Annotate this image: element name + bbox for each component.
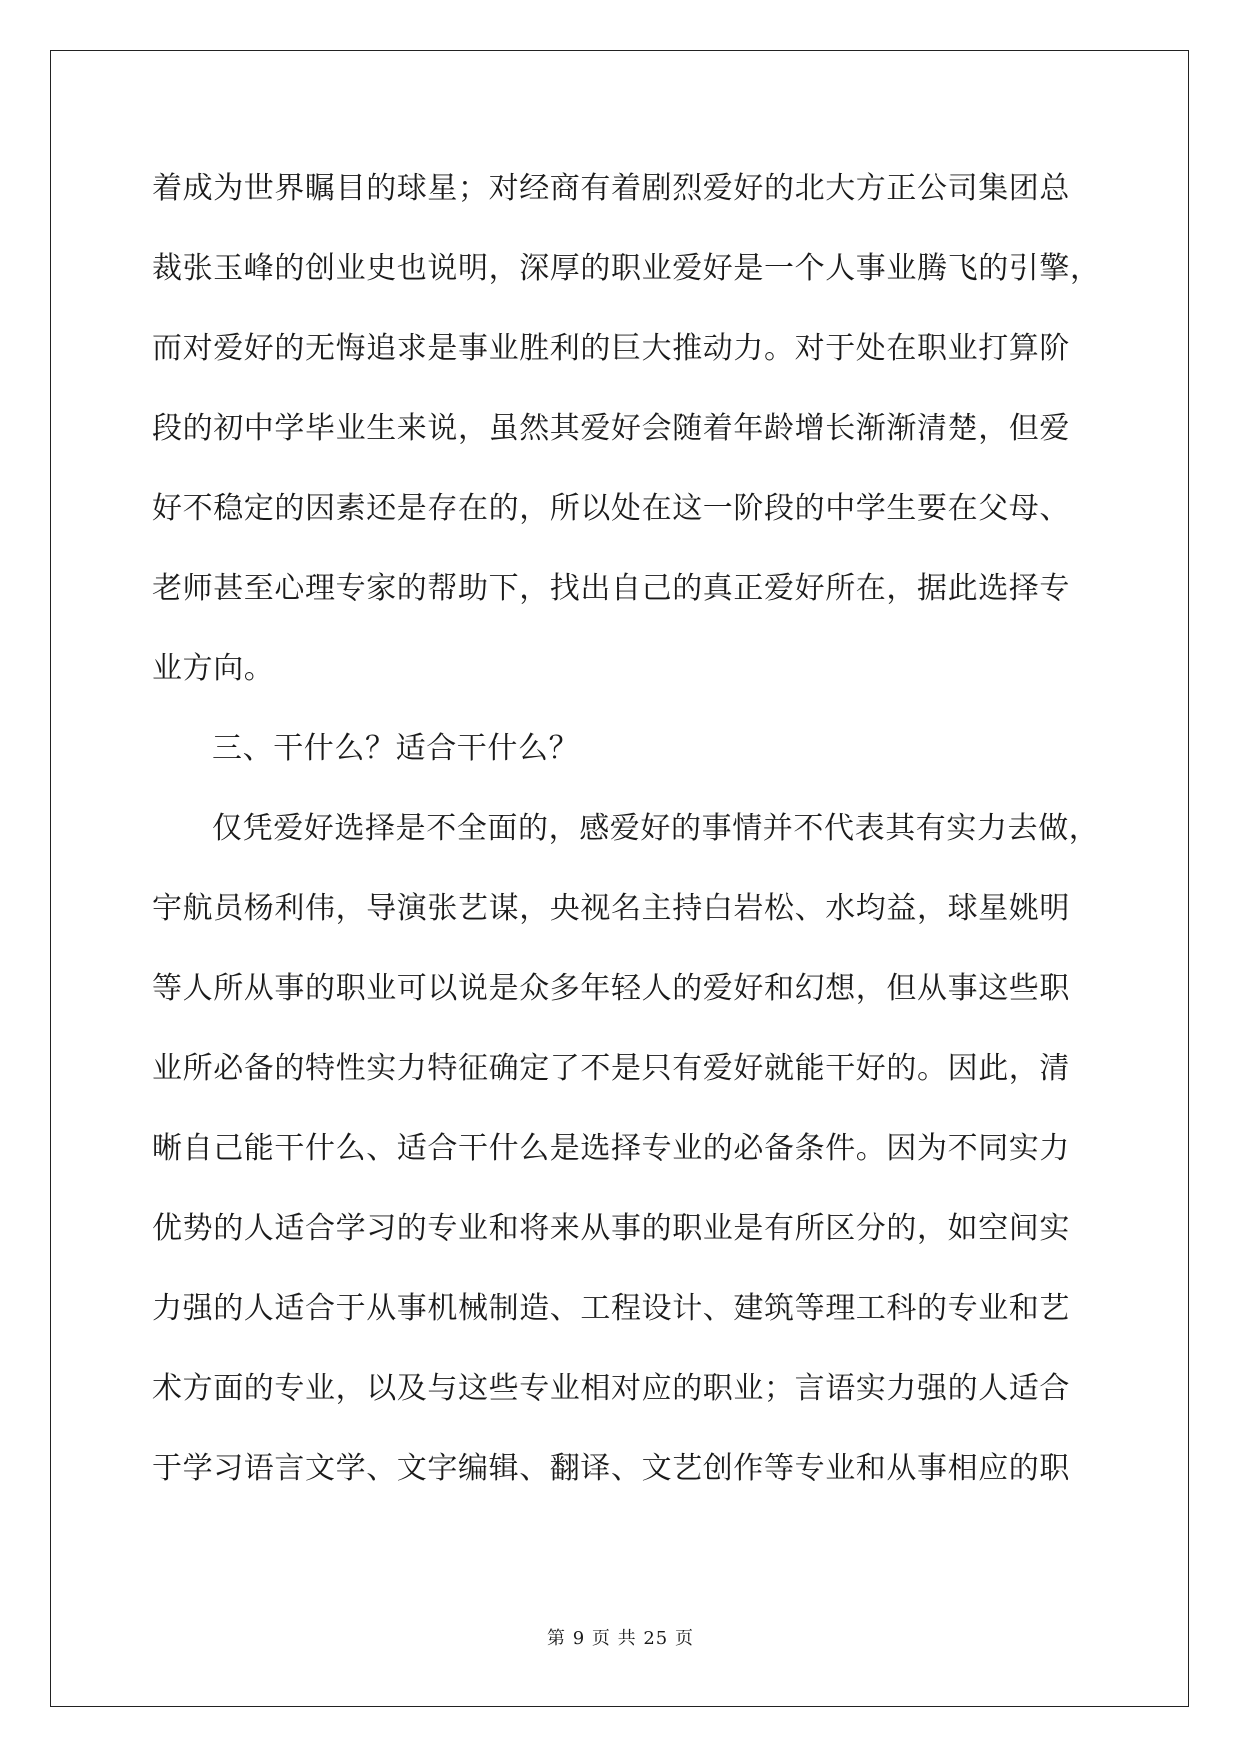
text-line: 老师甚至心理专家的帮助下，找出自己的真正爱好所在，据此选择专 <box>152 571 1070 606</box>
text-line: 于学习语言文学、文字编辑、翻译、文艺创作等专业和从事相应的职 <box>152 1451 1070 1486</box>
text-line: 术方面的专业，以及与这些专业相对应的职业；言语实力强的人适合 <box>152 1371 1070 1406</box>
text-line: 着成为世界瞩目的球星；对经商有着剧烈爱好的北大方正公司集团总 <box>152 171 1070 206</box>
page-number-footer: 第 9 页 共 25 页 <box>547 1628 694 1649</box>
text-line: 业方向。 <box>152 651 275 686</box>
text-line: 晰自己能干什么、适合干什么是选择专业的必备条件。因为不同实力 <box>152 1131 1070 1166</box>
section-heading: 三、干什么？适合干什么？ <box>212 731 580 766</box>
text-line: 仅凭爱好选择是不全面的，感爱好的事情并不代表其有实力去做， <box>212 811 1100 846</box>
text-line: 等人所从事的职业可以说是众多年轻人的爱好和幻想，但从事这些职 <box>152 971 1070 1006</box>
text-line: 力强的人适合于从事机械制造、工程设计、建筑等理工科的专业和艺 <box>152 1291 1070 1326</box>
text-line: 优势的人适合学习的专业和将来从事的职业是有所区分的，如空间实 <box>152 1211 1070 1246</box>
text-line: 业所必备的特性实力特征确定了不是只有爱好就能干好的。因此，清 <box>152 1051 1070 1086</box>
text-line: 段的初中学毕业生来说，虽然其爱好会随着年龄增长渐渐清楚，但爱 <box>152 411 1070 446</box>
text-line: 宇航员杨利伟，导演张艺谋，央视名主持白岩松、水均益，球星姚明 <box>152 891 1070 926</box>
text-line: 好不稳定的因素还是存在的，所以处在这一阶段的中学生要在父母、 <box>152 491 1070 526</box>
text-line: 裁张玉峰的创业史也说明，深厚的职业爱好是一个人事业腾飞的引擎， <box>152 251 1101 286</box>
text-line: 而对爱好的无悔追求是事业胜利的巨大推动力。对于处在职业打算阶 <box>152 331 1070 366</box>
